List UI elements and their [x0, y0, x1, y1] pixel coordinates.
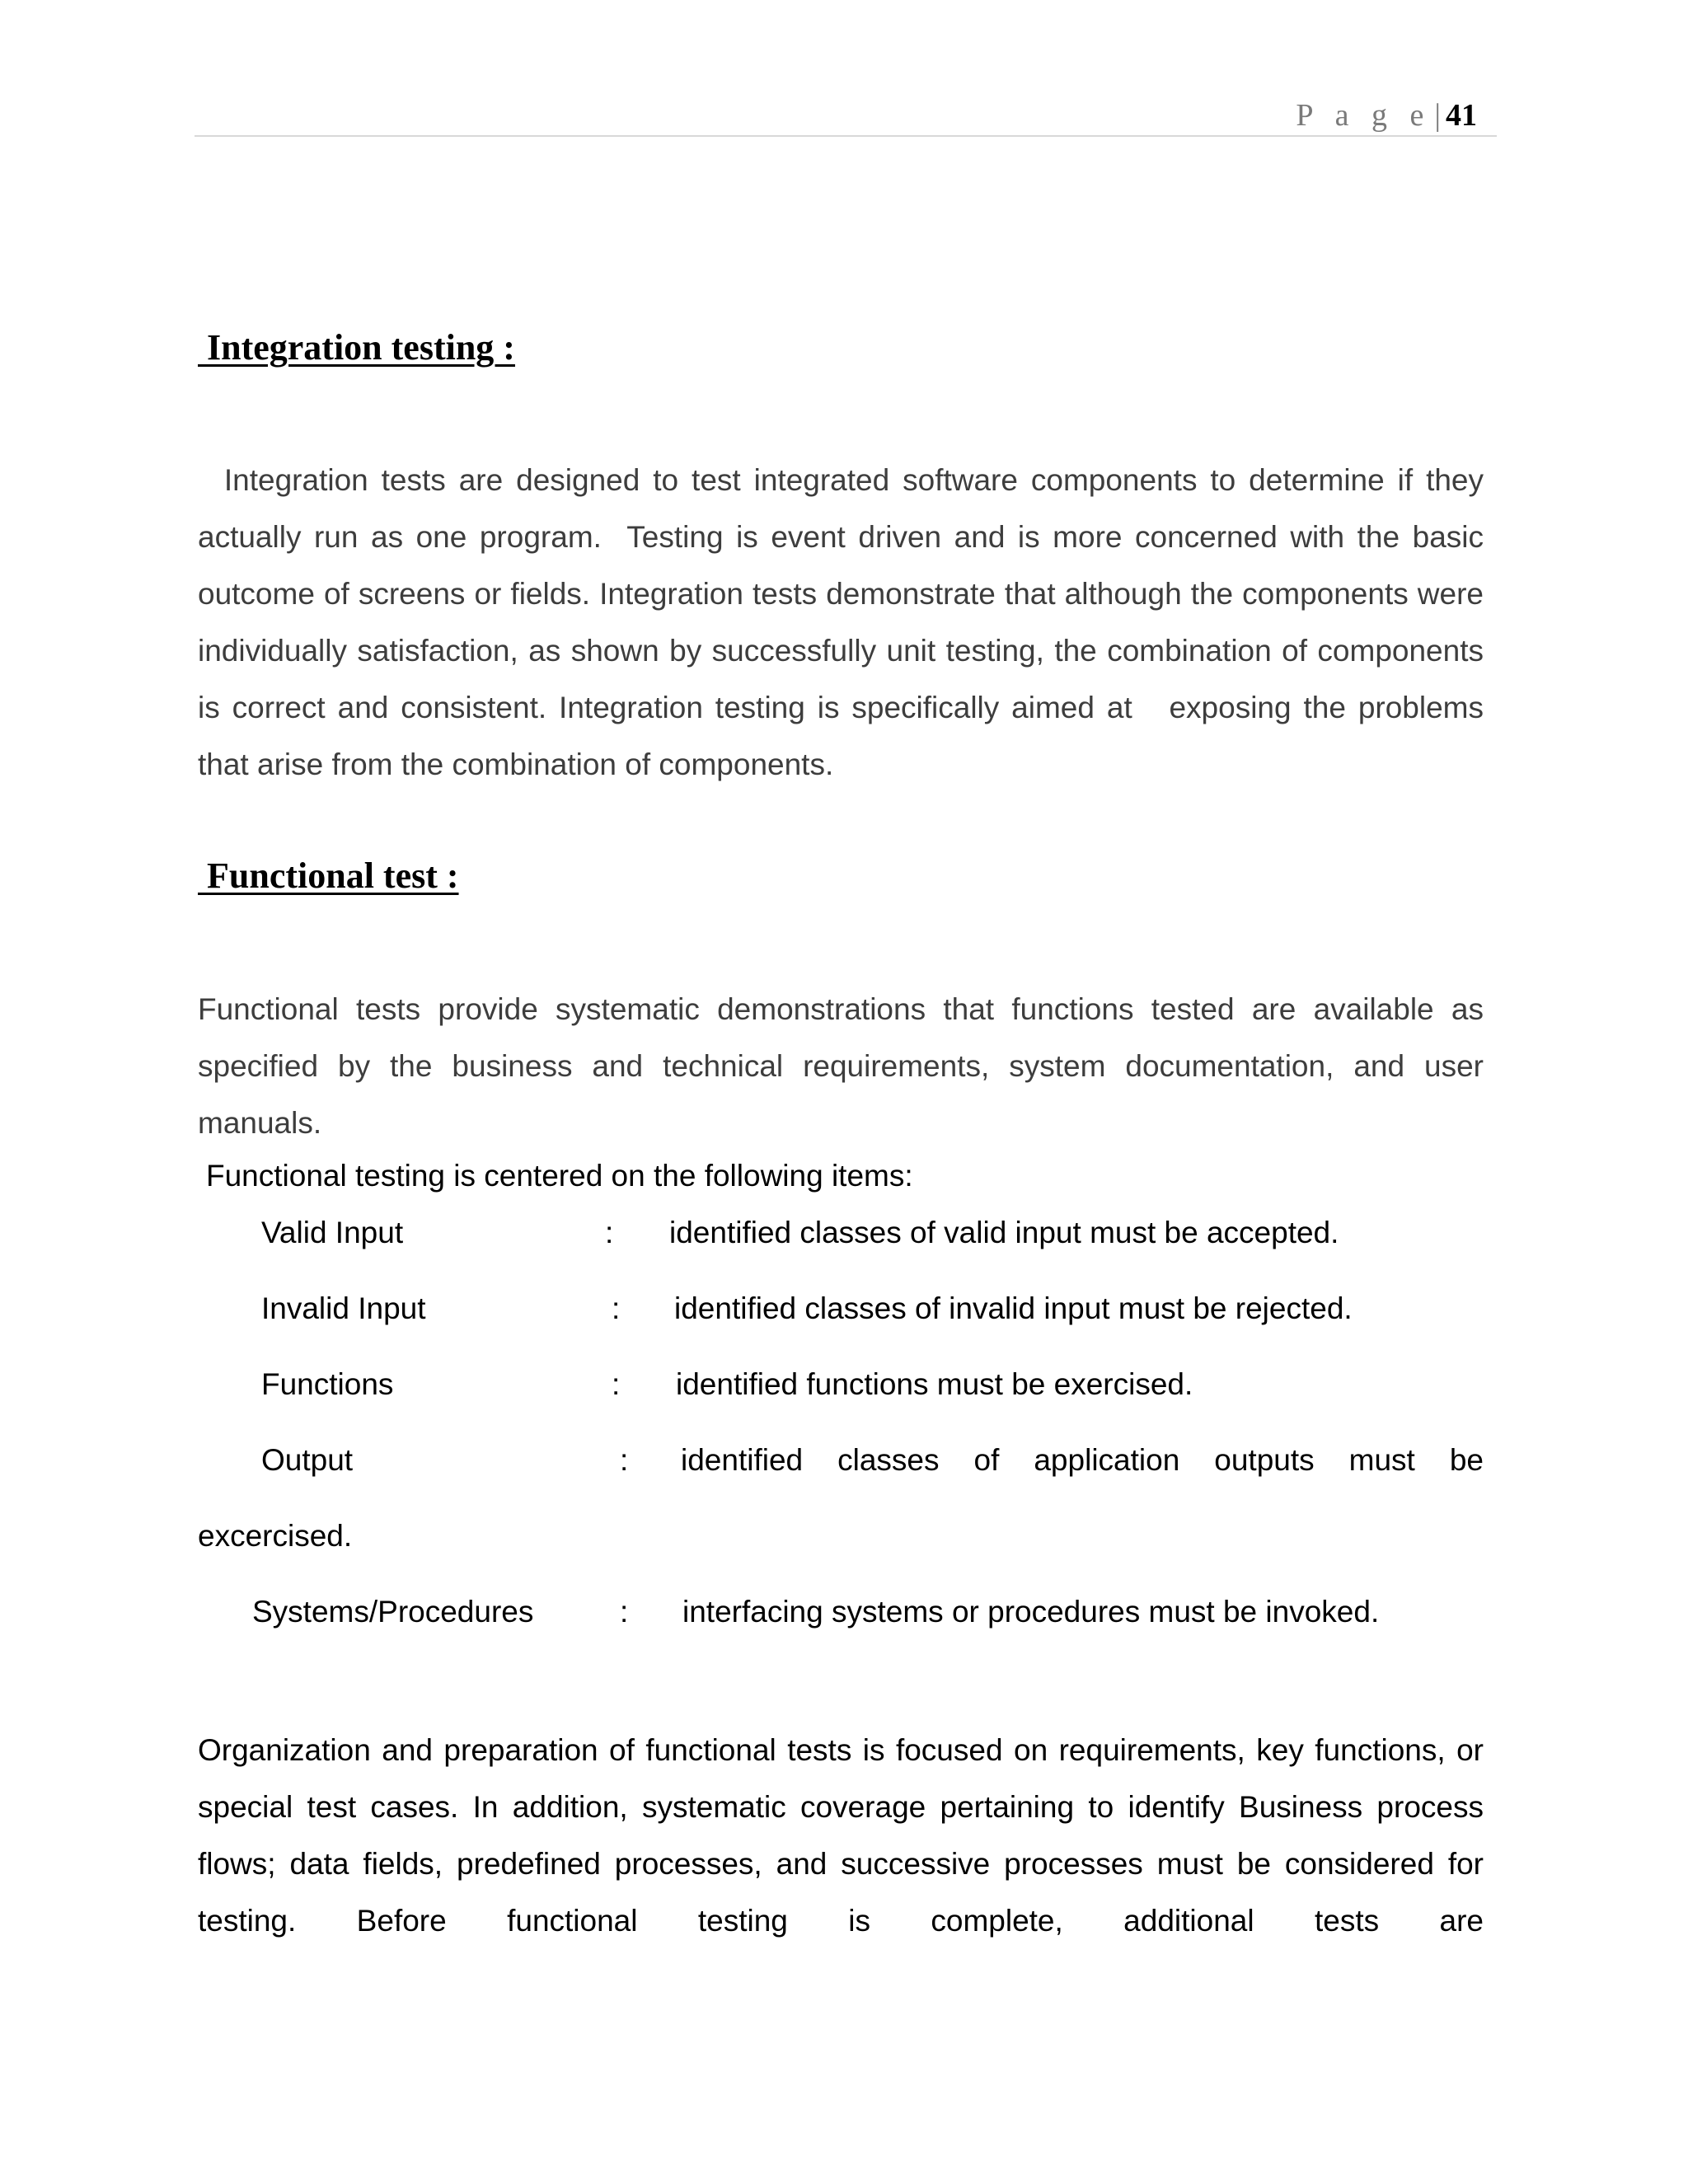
item-colon: : [620, 1595, 629, 1629]
item-colon: : [620, 1443, 629, 1477]
page-number-value: 41 [1446, 98, 1477, 133]
item-colon: : [612, 1291, 621, 1325]
desc-word: outputs [1214, 1443, 1315, 1477]
item-description-continuation: excercised. [198, 1519, 353, 1553]
item-description: interfacing systems or procedures must be invoked. [682, 1595, 1380, 1629]
functional-items-intro: Functional testing is centered on the following items: [206, 1159, 913, 1193]
functional-test-closing-paragraph: Organization and preparation of functional tests is focused on requirements, key functions, or special test cases. In addition, systematic coverage pertaining to identify Business process flows; data fields, predefined processes, and successive processes must be considered for testing. Before functional testing is complete, additional tests are [198, 1733, 1484, 1938]
item-label: Output [261, 1443, 354, 1477]
item-description: identified functions must be exercised. [676, 1367, 1193, 1401]
page-label: P a g e [1296, 98, 1432, 133]
item-description: identified classes of valid input must be accepted. [669, 1216, 1339, 1249]
desc-word: of [973, 1443, 1000, 1477]
integration-testing-paragraph: Integration tests are designed to test integrated software components to determine if they actually run as one program. Testing is event driven and is more concerned with the basic outcome of screens or fields. Integration tests demonstrate that although the components were individually satisfaction, as shown by successfully unit testing, the combination of components is correct and consistent. Integration testing is specifically aimed at exposing the problems that arise from the combination of components. [198, 463, 1493, 781]
desc-word: be [1449, 1443, 1484, 1477]
desc-word: application [1034, 1443, 1180, 1477]
desc-word: must [1348, 1443, 1415, 1477]
item-description: identified classes of invalid input must be rejected. [674, 1291, 1353, 1325]
functional-test-paragraph: Functional tests provide systematic demonstrations that functions tested are available as specified by the business and technical requirements, system documentation, and user manuals. [198, 992, 1484, 1140]
integration-testing-heading: Integration testing : [198, 327, 515, 368]
item-description [681, 1443, 1484, 1478]
functional-test-heading: Functional test : [198, 855, 459, 896]
item-colon: : [605, 1216, 614, 1249]
item-label: Invalid Input [261, 1291, 426, 1325]
desc-word: classes [837, 1443, 940, 1477]
page-number [1296, 97, 1477, 134]
page-header [195, 92, 1497, 137]
desc-word: identified [681, 1443, 804, 1477]
item-label: Systems/Procedures [252, 1595, 534, 1629]
item-colon: : [612, 1367, 621, 1401]
item-label: Valid Input [261, 1216, 404, 1249]
page-separator: | [1434, 98, 1441, 133]
item-label: Functions [261, 1367, 394, 1401]
